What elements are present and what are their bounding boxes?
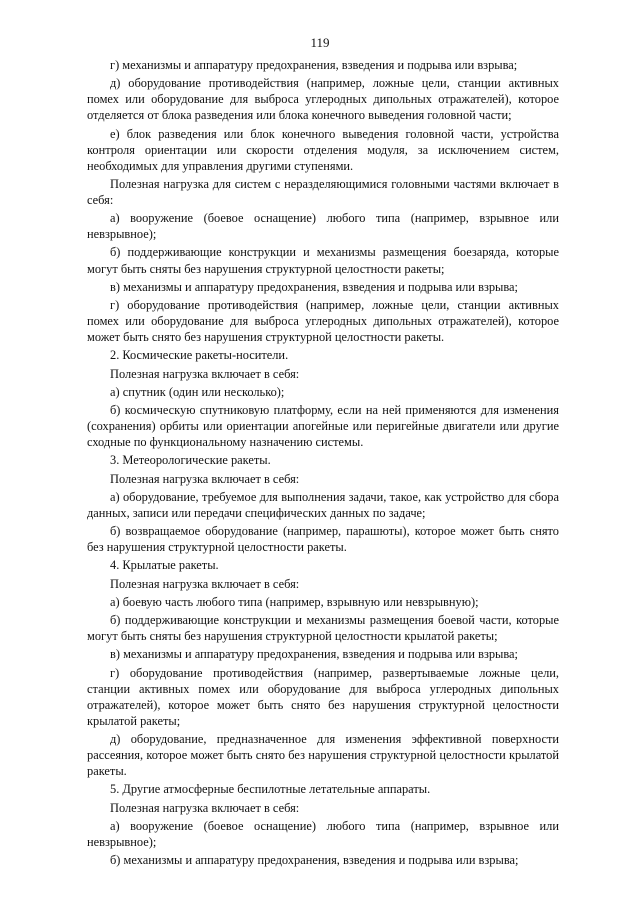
paragraph: б) поддерживающие конструкции и механизмы размещения боезаряда, которые могут быть сняты без нарушения структурной целостности ракеты; <box>87 245 559 276</box>
paragraph: г) оборудование противодействия (например, развертываемые ложные цели, станции активных помех или оборудование для выброса углеродных дипольных отражателей), которое может быть снято без нарушения структурной целостности крылатой ракеты; <box>87 665 559 728</box>
paragraph: а) вооружение (боевое оснащение) любого типа (например, взрывное или невзрывное); <box>87 211 559 242</box>
paragraph: а) оборудование, требуемое для выполнения задачи, такое, как устройство для сбора данных, записи или передачи специфических данных по задаче; <box>87 489 559 520</box>
paragraph: Полезная нагрузка включает в себя: <box>110 471 300 486</box>
section-heading: 2. Космические ракеты-носители. <box>110 348 289 363</box>
paragraph: в) механизмы и аппаратуру предохранения, взведения и подрыва или взрыва; <box>110 647 518 662</box>
paragraph: г) оборудование противодействия (например, ложные цели, станции активных помех или оборудование для выброса углеродных дипольных отражателей), которое может быть снято без нарушения структурной целостности ракеты. <box>87 297 559 345</box>
page-number: 119 <box>310 35 330 50</box>
section-heading: 5. Другие атмосферные беспилотные летательные аппараты. <box>110 782 431 797</box>
paragraph: Полезная нагрузка для систем с неразделяющимися головными частями включает в себя: <box>87 176 559 207</box>
document-body <box>87 57 559 870</box>
section-heading: 3. Метеорологические ракеты. <box>110 453 271 468</box>
paragraph: б) механизмы и аппаратуру предохранения, взведения и подрыва или взрыва; <box>110 853 519 868</box>
paragraph: г) механизмы и аппаратуру предохранения, взведения и подрыва или взрыва; <box>110 58 518 72</box>
paragraph: а) боевую часть любого типа (например, взрывную или невзрывную); <box>110 594 479 609</box>
paragraph: б) возвращаемое оборудование (например, парашюты), которое может быть снято без нарушения структурной целостности ракеты. <box>87 524 559 555</box>
paragraph: б) космическую спутниковую платформу, если на ней применяются для изменения (сохранения) орбиты или ориентации апогейные или перигейные двигатели или другие сходные по функциональному назначению системы. <box>87 403 559 450</box>
paragraph: Полезная нагрузка включает в себя: <box>110 576 300 591</box>
paragraph: б) поддерживающие конструкции и механизмы размещения боевой части, которые могут быть сняты без нарушения структурной целостности крылатой ракеты; <box>87 613 559 644</box>
paragraph: в) механизмы и аппаратуру предохранения, взведения и подрыва или взрыва; <box>110 279 518 294</box>
paragraph: а) спутник (один или несколько); <box>110 384 285 399</box>
paragraph: а) вооружение (боевое оснащение) любого типа (например, взрывное или невзрывное); <box>87 818 559 849</box>
paragraph: д) оборудование противодействия (например, ложные цели, станции активных помех или оборудование для выброса углеродных дипольных отражателей), которое отделяется от блока разведения или блока конечного выведения головной части; <box>87 76 559 123</box>
paragraph: е) блок разведения или блок конечного выведения головной части, устройства контроля ориентации или скорости отделения модуля, за исключением систем, необходимых для управления другими ступенями. <box>87 126 559 173</box>
paragraph: Полезная нагрузка включает в себя: <box>110 366 300 381</box>
section-heading: 4. Крылатые ракеты. <box>110 558 219 573</box>
paragraph: Полезная нагрузка включает в себя: <box>110 800 300 815</box>
paragraph: д) оборудование, предназначенное для изменения эффективной поверхности рассеяния, которое может быть снято без нарушения структурной целостности крылатой ракеты. <box>87 731 559 779</box>
